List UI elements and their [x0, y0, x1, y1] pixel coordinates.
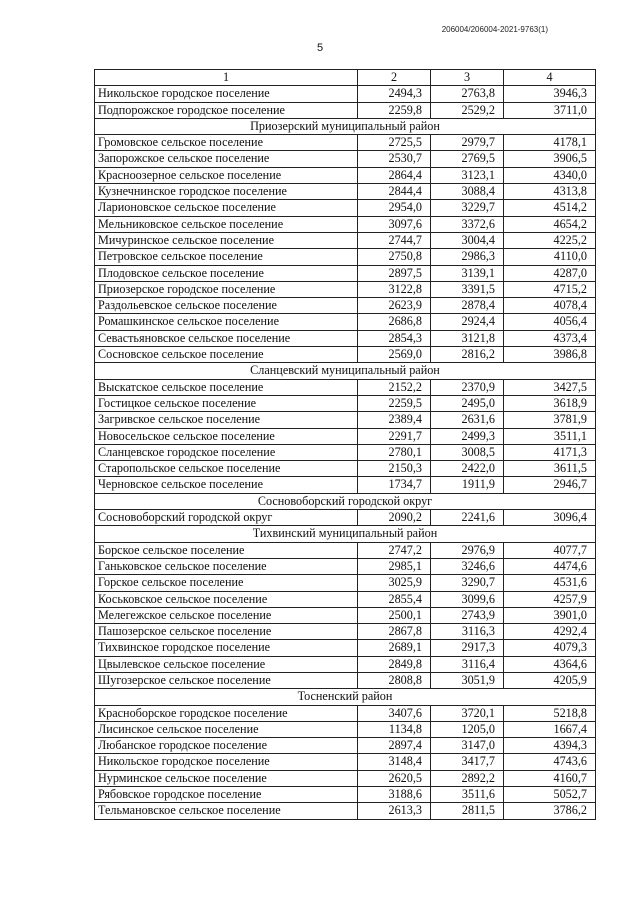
settlement-name: Новосельское сельское поселение [95, 428, 358, 444]
table-row [95, 754, 596, 770]
table-row [95, 656, 596, 672]
value-col-2: 2620,5 [358, 770, 431, 786]
group-title: Приозерский муниципальный район [95, 118, 596, 134]
table-row [95, 102, 596, 118]
value-col-4: 4514,2 [504, 200, 596, 216]
table-row [95, 558, 596, 574]
value-col-4: 3511,1 [504, 428, 596, 444]
value-col-3: 1205,0 [431, 721, 504, 737]
value-col-2: 3025,9 [358, 575, 431, 591]
value-col-3: 2892,2 [431, 770, 504, 786]
value-col-2: 3188,6 [358, 787, 431, 803]
table-row [95, 444, 596, 460]
value-col-3: 3123,1 [431, 167, 504, 183]
value-col-2: 1134,8 [358, 721, 431, 737]
value-col-3: 3246,6 [431, 558, 504, 574]
value-col-2: 2494,3 [358, 86, 431, 102]
table-row [95, 705, 596, 721]
settlement-name: Тихвинское городское поселение [95, 640, 358, 656]
settlement-name: Сланцевское городское поселение [95, 444, 358, 460]
settlement-name: Кузнечнинское городское поселение [95, 184, 358, 200]
value-col-2: 2867,8 [358, 624, 431, 640]
value-col-2: 2780,1 [358, 444, 431, 460]
value-col-4: 4225,2 [504, 232, 596, 248]
settlement-name: Плодовское сельское поселение [95, 265, 358, 281]
value-col-4: 4056,4 [504, 314, 596, 330]
table-row [95, 281, 596, 297]
value-col-4: 5052,7 [504, 787, 596, 803]
settlement-name: Мичуринское сельское поселение [95, 232, 358, 248]
value-col-2: 2689,1 [358, 640, 431, 656]
settlement-name: Ларионовское сельское поселение [95, 200, 358, 216]
value-col-3: 3116,3 [431, 624, 504, 640]
value-col-3: 3290,7 [431, 575, 504, 591]
value-col-3: 3051,9 [431, 672, 504, 688]
settlement-name: Горское сельское поселение [95, 575, 358, 591]
value-col-4: 3711,0 [504, 102, 596, 118]
table-row [95, 640, 596, 656]
value-col-2: 2808,8 [358, 672, 431, 688]
value-col-2: 3097,6 [358, 216, 431, 232]
settlement-name: Борское сельское поселение [95, 542, 358, 558]
value-col-3: 3099,6 [431, 591, 504, 607]
value-col-3: 2924,4 [431, 314, 504, 330]
settlement-name: Сосновское сельское поселение [95, 347, 358, 363]
value-col-3: 2763,8 [431, 86, 504, 102]
table-row [95, 151, 596, 167]
table-row [95, 803, 596, 819]
value-col-4: 4531,6 [504, 575, 596, 591]
settlement-name: Громовское сельское поселение [95, 135, 358, 151]
value-col-3: 3008,5 [431, 444, 504, 460]
settlement-name: Мельниковское сельское поселение [95, 216, 358, 232]
value-col-4: 4394,3 [504, 738, 596, 754]
value-col-4: 4313,8 [504, 184, 596, 200]
value-col-3: 2743,9 [431, 607, 504, 623]
value-col-2: 2259,5 [358, 395, 431, 411]
value-col-3: 2986,3 [431, 249, 504, 265]
table-row [95, 770, 596, 786]
value-col-2: 2897,5 [358, 265, 431, 281]
value-col-3: 3121,8 [431, 330, 504, 346]
value-col-2: 2854,3 [358, 330, 431, 346]
table-row [95, 135, 596, 151]
value-col-4: 3986,8 [504, 347, 596, 363]
settlement-name: Мелегежское сельское поселение [95, 607, 358, 623]
value-col-3: 2631,6 [431, 412, 504, 428]
settlement-name: Лисинское сельское поселение [95, 721, 358, 737]
value-col-3: 1911,9 [431, 477, 504, 493]
value-col-2: 2259,8 [358, 102, 431, 118]
value-col-3: 2529,2 [431, 102, 504, 118]
value-col-4: 3946,3 [504, 86, 596, 102]
settlement-name: Красноборское городское поселение [95, 705, 358, 721]
settlement-name: Ромашкинское сельское поселение [95, 314, 358, 330]
settlement-name: Цвылевское сельское поселение [95, 656, 358, 672]
value-col-2: 2750,8 [358, 249, 431, 265]
value-col-4: 4077,7 [504, 542, 596, 558]
table-row [95, 575, 596, 591]
table-row [95, 314, 596, 330]
value-col-2: 2291,7 [358, 428, 431, 444]
settlement-name: Ганьковское сельское поселение [95, 558, 358, 574]
table-row [95, 738, 596, 754]
value-col-4: 3786,2 [504, 803, 596, 819]
document-id: 206004/206004-2021-9763(1) [441, 25, 548, 34]
value-col-4: 4340,0 [504, 167, 596, 183]
value-col-3: 3720,1 [431, 705, 504, 721]
group-header-row [95, 526, 596, 542]
table-row [95, 249, 596, 265]
settlement-name: Гостицкое сельское поселение [95, 395, 358, 411]
value-col-4: 4292,4 [504, 624, 596, 640]
settlement-name: Сосновоборский городской округ [95, 510, 358, 526]
table-row [95, 607, 596, 623]
value-col-2: 2686,8 [358, 314, 431, 330]
value-col-4: 4364,6 [504, 656, 596, 672]
value-col-3: 3004,4 [431, 232, 504, 248]
group-header-row [95, 363, 596, 379]
settlement-name: Никольское городское поселение [95, 86, 358, 102]
table-row [95, 477, 596, 493]
value-col-2: 2954,0 [358, 200, 431, 216]
value-col-2: 3407,6 [358, 705, 431, 721]
value-col-3: 2769,5 [431, 151, 504, 167]
value-col-4: 3427,5 [504, 379, 596, 395]
header-cell-1: 1 [95, 70, 358, 86]
value-col-3: 3139,1 [431, 265, 504, 281]
table-row [95, 200, 596, 216]
value-col-2: 2844,4 [358, 184, 431, 200]
value-col-2: 2500,1 [358, 607, 431, 623]
settlement-name: Тельмановское сельское поселение [95, 803, 358, 819]
group-title: Тихвинский муниципальный район [95, 526, 596, 542]
value-col-4: 4654,2 [504, 216, 596, 232]
value-col-2: 2725,5 [358, 135, 431, 151]
value-col-2: 2569,0 [358, 347, 431, 363]
settlement-name: Подпорожское городское поселение [95, 102, 358, 118]
value-col-4: 3096,4 [504, 510, 596, 526]
table-row [95, 184, 596, 200]
value-col-2: 2864,4 [358, 167, 431, 183]
group-header-row [95, 689, 596, 705]
value-col-4: 3901,0 [504, 607, 596, 623]
header-cell-4: 4 [504, 70, 596, 86]
value-col-2: 2855,4 [358, 591, 431, 607]
value-col-3: 3147,0 [431, 738, 504, 754]
value-col-2: 3122,8 [358, 281, 431, 297]
settlement-name: Загривское сельское поселение [95, 412, 358, 428]
value-col-3: 2976,9 [431, 542, 504, 558]
value-col-3: 2917,3 [431, 640, 504, 656]
table-row [95, 461, 596, 477]
value-col-3: 2878,4 [431, 298, 504, 314]
value-col-3: 2495,0 [431, 395, 504, 411]
group-title: Тосненский район [95, 689, 596, 705]
settlement-name: Любанское городское поселение [95, 738, 358, 754]
value-col-3: 2241,6 [431, 510, 504, 526]
settlement-name: Рябовское городское поселение [95, 787, 358, 803]
table-row [95, 216, 596, 232]
value-col-4: 4160,7 [504, 770, 596, 786]
table-row [95, 591, 596, 607]
value-col-2: 2150,3 [358, 461, 431, 477]
value-col-4: 4178,1 [504, 135, 596, 151]
value-col-3: 2979,7 [431, 135, 504, 151]
value-col-3: 3229,7 [431, 200, 504, 216]
value-col-4: 4078,4 [504, 298, 596, 314]
value-col-2: 2389,4 [358, 412, 431, 428]
page-number: 5 [316, 42, 324, 54]
settlement-name: Коськовское сельское поселение [95, 591, 358, 607]
settlement-name: Запорожское сельское поселение [95, 151, 358, 167]
value-col-2: 2090,2 [358, 510, 431, 526]
table-row [95, 347, 596, 363]
value-col-4: 4205,9 [504, 672, 596, 688]
table-row [95, 395, 596, 411]
value-col-3: 3391,5 [431, 281, 504, 297]
table-row [95, 265, 596, 281]
value-col-4: 4110,0 [504, 249, 596, 265]
value-col-3: 2811,5 [431, 803, 504, 819]
value-col-3: 2422,0 [431, 461, 504, 477]
value-col-3: 3088,4 [431, 184, 504, 200]
value-col-4: 3618,9 [504, 395, 596, 411]
value-col-3: 2816,2 [431, 347, 504, 363]
settlement-name: Выскатское сельское поселение [95, 379, 358, 395]
value-col-2: 2152,2 [358, 379, 431, 395]
value-col-3: 3511,6 [431, 787, 504, 803]
table-row [95, 298, 596, 314]
settlement-name: Севастьяновское сельское поселение [95, 330, 358, 346]
table-row [95, 721, 596, 737]
value-col-4: 2946,7 [504, 477, 596, 493]
group-title: Сосновоборский городской округ [95, 493, 596, 509]
settlement-name: Шугозерское сельское поселение [95, 672, 358, 688]
value-col-2: 2744,7 [358, 232, 431, 248]
settlement-name: Черновское сельское поселение [95, 477, 358, 493]
settlement-name: Пашозерское сельское поселение [95, 624, 358, 640]
settlement-name: Красноозерное сельское поселение [95, 167, 358, 183]
value-col-4: 4373,4 [504, 330, 596, 346]
value-col-4: 4743,6 [504, 754, 596, 770]
table-row [95, 379, 596, 395]
settlement-name: Старопольское сельское поселение [95, 461, 358, 477]
table-body [95, 70, 596, 820]
table-row [95, 787, 596, 803]
header-cell-2: 2 [358, 70, 431, 86]
value-col-2: 2530,7 [358, 151, 431, 167]
value-col-2: 2623,9 [358, 298, 431, 314]
value-col-4: 4474,6 [504, 558, 596, 574]
value-col-4: 4171,3 [504, 444, 596, 460]
table-row [95, 542, 596, 558]
value-col-4: 5218,8 [504, 705, 596, 721]
value-col-3: 3116,4 [431, 656, 504, 672]
value-col-2: 3148,4 [358, 754, 431, 770]
value-col-4: 4715,2 [504, 281, 596, 297]
group-header-row [95, 493, 596, 509]
value-col-4: 4079,3 [504, 640, 596, 656]
settlement-name: Нурминское сельское поселение [95, 770, 358, 786]
table-row [95, 412, 596, 428]
value-col-4: 1667,4 [504, 721, 596, 737]
table-row [95, 624, 596, 640]
settlement-name: Раздольевское сельское поселение [95, 298, 358, 314]
value-col-3: 3372,6 [431, 216, 504, 232]
table-row [95, 510, 596, 526]
value-col-2: 2747,2 [358, 542, 431, 558]
value-col-3: 2499,3 [431, 428, 504, 444]
value-col-4: 4257,9 [504, 591, 596, 607]
settlement-name: Петровское сельское поселение [95, 249, 358, 265]
group-title: Сланцевский муниципальный район [95, 363, 596, 379]
value-col-3: 3417,7 [431, 754, 504, 770]
table-row [95, 330, 596, 346]
value-col-2: 2897,4 [358, 738, 431, 754]
value-col-3: 2370,9 [431, 379, 504, 395]
value-col-4: 3906,5 [504, 151, 596, 167]
value-col-4: 3611,5 [504, 461, 596, 477]
settlement-name: Приозерское городское поселение [95, 281, 358, 297]
value-col-2: 2985,1 [358, 558, 431, 574]
tariff-table [94, 69, 596, 820]
table-row [95, 86, 596, 102]
table-row [95, 167, 596, 183]
value-col-2: 2613,3 [358, 803, 431, 819]
table-row [95, 672, 596, 688]
group-header-row [95, 118, 596, 134]
value-col-2: 1734,7 [358, 477, 431, 493]
settlement-name: Никольское городское поселение [95, 754, 358, 770]
value-col-4: 3781,9 [504, 412, 596, 428]
table-row [95, 428, 596, 444]
table-row [95, 232, 596, 248]
table-header-row [95, 70, 596, 86]
value-col-2: 2849,8 [358, 656, 431, 672]
value-col-4: 4287,0 [504, 265, 596, 281]
header-cell-3: 3 [431, 70, 504, 86]
